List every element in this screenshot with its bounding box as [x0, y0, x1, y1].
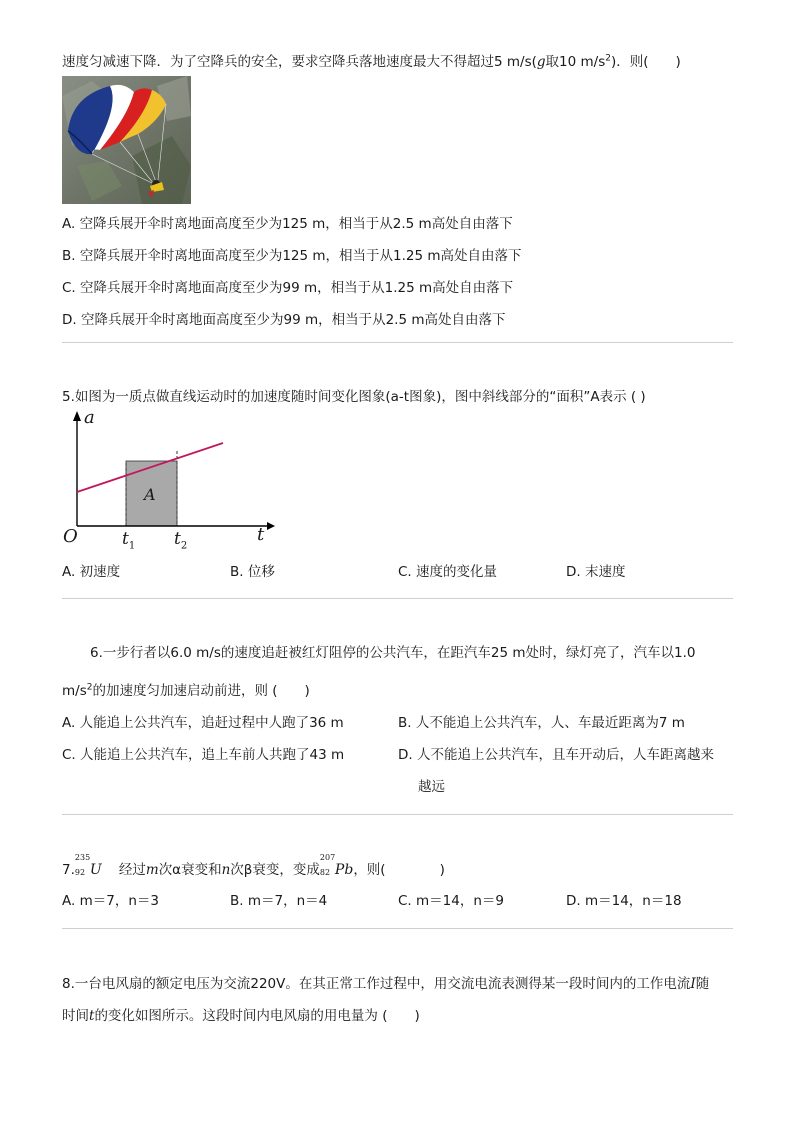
t2-label: $t_2$	[174, 529, 188, 552]
divider	[62, 814, 733, 815]
q4-g-symbol: g	[536, 54, 546, 70]
t1-label: $t_1$	[122, 529, 136, 552]
q4-option-d[interactable]: D. 空降兵展开伞时离地面高度至少为99 m，相当于从2.5 m高处自由落下	[62, 312, 506, 328]
q7-stem: 7. 235 92 U 经过m次α衰变和n次β衰变，变成 207 82 Pb，则( )	[62, 853, 445, 878]
q4-option-a[interactable]: A. 空降兵展开伞时离地面高度至少为125 m，相当于从2.5 m高处自由落下	[62, 216, 513, 232]
a-axis-label: a	[84, 407, 95, 428]
q7-option-c[interactable]: C. m＝14，n＝9	[398, 893, 504, 909]
q8-stem-line1: 8.一台电风扇的额定电压为交流220V。在其正常工作过程中，用交流电流表测得某一段时间内的工作电流I随	[62, 976, 710, 992]
parachute-photo	[62, 76, 191, 204]
origin-label: O	[63, 526, 78, 547]
q4-option-b[interactable]: B. 空降兵展开伞时离地面高度至少为125 m，相当于从1.25 m高处自由落下	[62, 248, 522, 264]
q4-stem-mid: 取10 m/s	[545, 54, 606, 70]
q7-option-b[interactable]: B. m＝7，n＝4	[230, 893, 328, 909]
q4-stem	[62, 50, 681, 70]
q5-option-b[interactable]: B. 位移	[230, 564, 275, 580]
t-axis-label: t	[257, 524, 265, 545]
divider	[62, 598, 733, 599]
q4-stem-text: 速度匀减速下降．为了空降兵的安全，要求空降兵落地速度最大不得超过5 m/s(	[62, 54, 537, 70]
divider	[62, 342, 733, 343]
q4-option-c[interactable]: C. 空降兵展开伞时离地面高度至少为99 m，相当于从1.25 m高处自由落下	[62, 280, 514, 296]
a-axis-arrow	[73, 411, 81, 421]
q5-at-graph	[62, 405, 282, 555]
q6-stem-line1: 6.一步行者以6.0 m/s的速度追赶被红灯阻停的公共汽车，在距汽车25 m处时，绿灯亮了，汽车以1.0	[90, 645, 696, 661]
area-label: A	[144, 485, 156, 504]
q5-option-a[interactable]: A. 初速度	[62, 564, 121, 580]
q7-option-d[interactable]: D. m＝14，n＝18	[566, 893, 682, 909]
q6-option-d[interactable]: D. 人不能追上公共汽车，且车开动后，人车距离越来	[398, 747, 714, 763]
q8-stem-line2: 时间t的变化如图所示。这段时间内电风扇的用电量为 ( )	[62, 1008, 420, 1024]
q7-option-a[interactable]: A. m＝7，n＝3	[62, 893, 159, 909]
uranium-nuclide: 235 92 U	[74, 853, 102, 878]
q6-option-c[interactable]: C. 人能追上公共汽车，追上车前人共跑了43 m	[62, 747, 345, 763]
q5-option-c[interactable]: C. 速度的变化量	[398, 564, 498, 580]
t-axis-arrow	[267, 522, 275, 530]
q4-sup: 2	[605, 53, 611, 64]
lead-nuclide: 207 82 Pb	[319, 853, 354, 878]
q4-stem-end: )．则( )	[610, 54, 681, 70]
divider	[62, 928, 733, 929]
q6-option-d-cont: 越远	[418, 779, 445, 795]
q6-option-a[interactable]: A. 人能追上公共汽车，追赶过程中人跑了36 m	[62, 715, 344, 731]
q5-stem: 5.如图为一质点做直线运动时的加速度随时间变化图象(a-t图象)，图中斜线部分的“面积”A表示 ( )	[62, 389, 646, 405]
q5-option-d[interactable]: D. 末速度	[566, 564, 626, 580]
q6-option-b[interactable]: B. 人不能追上公共汽车，人、车最近距离为7 m	[398, 715, 685, 731]
q6-stem-line2: $m/s^2$的加速度匀加速启动前进，则 ( )	[62, 682, 310, 699]
